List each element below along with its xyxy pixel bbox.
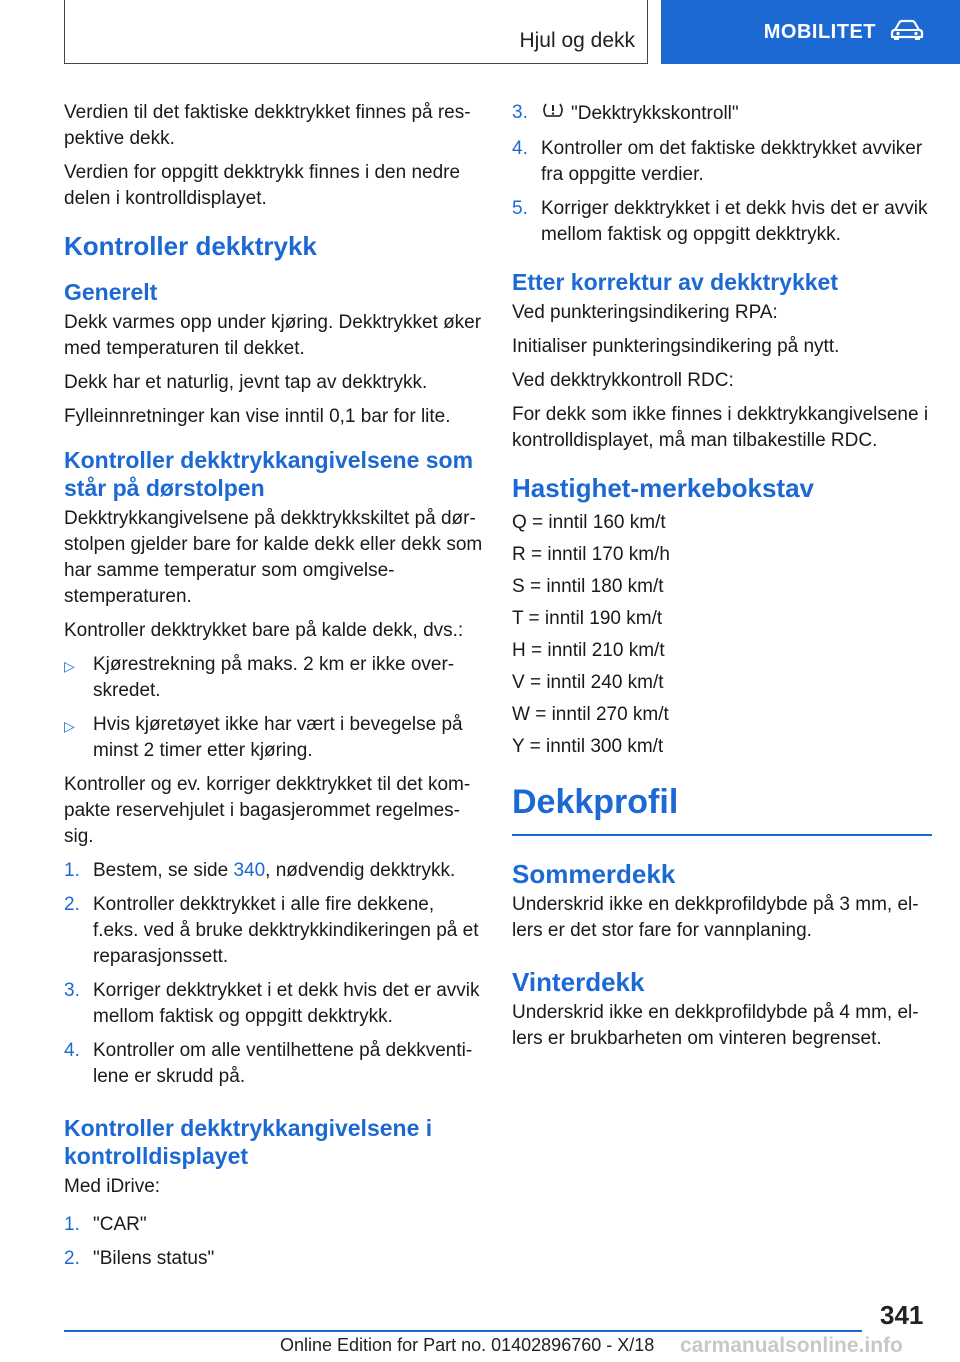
paragraph: Ved punkteringsindikering RPA:: [512, 302, 778, 323]
paragraph: Dekktrykkangivelsene på dekktrykkskiltet på dør-stolpen gjelder bare for kalde dekk eller dekk som har samme temperatur som omgivelse-stemperaturen.: [64, 508, 483, 607]
step-text: Korriger dekktrykket i et dekk hvis det er avvik mellom faktisk og oppgitt dekktrykk.: [93, 980, 480, 1027]
page-number: 341: [880, 1300, 924, 1330]
speed-item: S = inntil 180 km/t: [512, 576, 664, 597]
speed-item: Y = inntil 300 km/t: [512, 736, 664, 757]
right-column: [512, 100, 932, 1060]
left-column: [64, 100, 484, 1280]
bullet-marker: ▷: [64, 658, 75, 674]
step-number: 2.: [64, 1248, 80, 1269]
step-number: 4.: [512, 138, 528, 159]
step-item: [64, 1038, 484, 1090]
paragraph: Verdien til det faktiske dekktrykket finnes på res-pektive dekk.: [64, 102, 471, 149]
footer-divider: [64, 1330, 862, 1332]
car-icon: [890, 19, 924, 46]
step-item: [64, 858, 484, 884]
header-section-box: [64, 0, 648, 64]
step-text: [93, 858, 455, 884]
tire-pressure-warning-icon: [541, 100, 565, 128]
step-text: Korriger dekktrykket i et dekk hvis det er avvik mellom faktisk og oppgitt dekktrykk.: [541, 198, 928, 245]
step-number: 4.: [64, 1040, 80, 1061]
bullet-item: [64, 652, 484, 704]
paragraph: Ved dekktrykkontroll RDC:: [512, 370, 734, 391]
speed-item: R = inntil 170 km/h: [512, 544, 670, 565]
step-text: Kontroller dekktrykket i alle fire dekkene, f.eks. ved å bruke dekktrykkindikeringen på et reparasjonssett.: [93, 894, 479, 967]
step-item: [512, 100, 932, 128]
heading-generelt: Generelt: [64, 279, 158, 305]
bullet-text: Hvis kjøretøyet ikke har vært i bevegelse på minst 2 timer etter kjøring.: [93, 714, 463, 761]
step-text-post: , nødvendig dekktrykk.: [265, 860, 456, 881]
step-number: 5.: [512, 198, 528, 219]
step-text: Kontroller om alle ventilhettene på dekkventi-lene er skrudd på.: [93, 1040, 473, 1087]
chapter-tab: [661, 0, 960, 64]
watermark: carmanualsonline.info: [680, 1334, 903, 1357]
bullet-item: [64, 712, 484, 764]
heading-sommerdekk: Sommerdekk: [512, 859, 676, 889]
heading-kontroller-dekktrykk: Kontroller dekktrykk: [64, 231, 317, 261]
paragraph: Dekk varmes opp under kjøring. Dekktrykket øker med temperaturen til dekket.: [64, 312, 482, 359]
paragraph: Kontroller dekktrykket bare på kalde dekk, dvs.:: [64, 620, 464, 641]
paragraph: Dekk har et naturlig, jevnt tap av dekktrykk.: [64, 372, 428, 393]
step-text: [541, 100, 739, 128]
step-item: [512, 196, 932, 248]
paragraph: For dekk som ikke finnes i dekktrykkangivelsene i kontrolldisplayet, må man tilbakestille RDC.: [512, 404, 929, 451]
paragraph: Verdien for oppgitt dekktrykk finnes i den nedre delen i kontrolldisplayet.: [64, 162, 461, 209]
idrive-step: [64, 1212, 484, 1238]
paragraph: Fylleinnretninger kan vise inntil 0,1 bar for lite.: [64, 406, 451, 427]
step-label: "Dekktrykkskontroll": [571, 103, 739, 125]
section-title: Hjul og dekk: [519, 29, 635, 52]
speed-item: V = inntil 240 km/t: [512, 672, 664, 693]
idrive-step: [64, 1246, 484, 1272]
heading-dorstolpen: Kontroller dekktrykkangivelsene som står på dørstolpen: [64, 447, 474, 501]
paragraph: Initialiser punkteringsindikering på nytt.: [512, 336, 840, 357]
step-text: "Bilens status": [93, 1248, 215, 1269]
heading-hastighet: Hastighet-merkebokstav: [512, 473, 814, 503]
chapter-label: MOBILITET: [763, 20, 876, 43]
step-item: [64, 978, 484, 1030]
speed-item: Q = inntil 160 km/t: [512, 512, 666, 533]
paragraph: Underskrid ikke en dekkprofildybde på 4 mm, el-lers er brukbarheten om vinteren begrenset.: [512, 1002, 919, 1049]
step-item: [64, 892, 484, 970]
paragraph: Kontroller og ev. korriger dekktrykket til det kom-pakte reservehjulet i bagasjerommet regelmes-sig.: [64, 774, 471, 847]
step-text: Kontroller om det faktiske dekktrykket avviker fra oppgitte verdier.: [541, 138, 923, 185]
bullet-marker: ▷: [64, 718, 75, 734]
step-number: 1.: [64, 860, 80, 881]
edition-note: Online Edition for Part no. 01402896760 - X/18: [280, 1335, 655, 1355]
step-text-pre: Bestem, se side: [93, 860, 234, 881]
heading-etter-korrektur: Etter korrektur av dekktrykket: [512, 269, 838, 295]
step-item: [512, 136, 932, 188]
step-text: "CAR": [93, 1214, 147, 1235]
heading-vinterdekk: Vinterdekk: [512, 967, 645, 997]
page-link[interactable]: 340: [233, 860, 266, 881]
heading-kontrolldisplayet: Kontroller dekktrykkangivelsene i kontrolldisplayet: [64, 1115, 433, 1169]
step-number: 1.: [64, 1214, 80, 1235]
bullet-text: Kjørestrekning på maks. 2 km er ikke over-skredet.: [93, 654, 455, 701]
paragraph: Underskrid ikke en dekkprofildybde på 3 mm, el-lers er det stor fare for vannplaning.: [512, 894, 919, 941]
speed-item: H = inntil 210 km/t: [512, 640, 665, 661]
speed-item: W = inntil 270 km/t: [512, 704, 669, 725]
step-number: 2.: [64, 894, 80, 915]
paragraph: Med iDrive:: [64, 1176, 161, 1197]
chapter-heading-dekkprofil: Dekkprofil: [512, 780, 932, 836]
step-number: 3.: [512, 102, 528, 123]
step-number: 3.: [64, 980, 80, 1001]
speed-item: T = inntil 190 km/t: [512, 608, 663, 629]
